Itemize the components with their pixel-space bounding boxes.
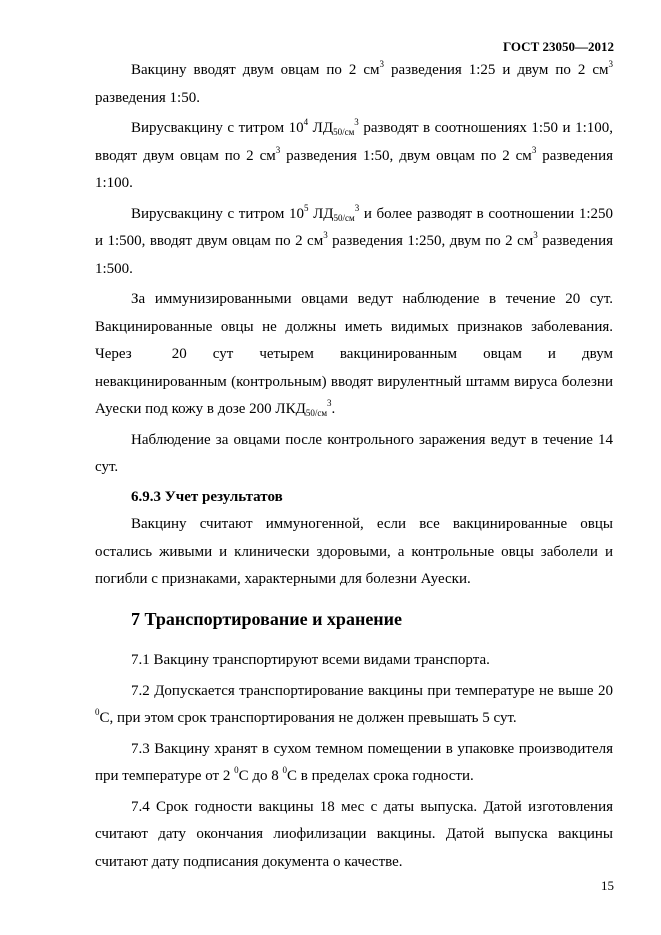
text-run: .	[331, 401, 336, 417]
text-run: За иммунизированными овцами ведут наблюдение в течение 20 сут. Вакцинированные овцы не должны иметь видимых признаков заболевания. Через	[95, 291, 613, 362]
superscript: 3	[323, 230, 328, 240]
text-run: и более разводят в соотношении 1:250 и 1:500, вводят двум овцам по 2 см	[95, 205, 614, 249]
section-heading-transport-storage: 7 Транспортирование и хранение	[131, 608, 403, 629]
page-number: 15	[601, 878, 614, 893]
superscript: 3	[608, 59, 613, 69]
text-run: ЛД	[308, 205, 334, 222]
paragraph-7-4: 7.4 Срок годности вакцины 18 мес с даты выпуска. Датой изготовления считают дату окончания лиофилизации вакцины. Датой выпуска вакцины считают дату подписания документа о качестве.	[95, 798, 613, 870]
text-run: разведения 1:100.	[95, 147, 614, 191]
subscript: 50/см	[333, 212, 355, 223]
superscript: 4	[303, 117, 309, 127]
paragraph-immunogenic-criteria: Вакцину считают иммуногенной, если все вакцинированные овцы остались живыми и клинически здоровыми, а контрольные овцы заболели и погибли с признаками, характерными для болезни Ауески.	[95, 516, 613, 587]
document-code-header: ГОСТ 23050—2012	[502, 39, 614, 54]
subscript: 50/см	[305, 408, 328, 418]
text-run: разведения 1:500.	[95, 233, 613, 277]
paragraph-vaccine-dilution	[95, 57, 613, 112]
superscript: 0	[234, 765, 239, 775]
text-run: Вакцину вводят двум овцам по 2 см	[131, 62, 380, 78]
superscript: 3	[354, 202, 360, 213]
paragraph-7-1: 7.1 Вакцину транспортируют всеми видами транспорта.	[131, 652, 490, 668]
paragraph-observation-period: Наблюдение за овцами после контрольного заражения ведут в течение 14 сут.	[95, 431, 613, 475]
superscript: 3	[379, 59, 385, 69]
superscript: 3	[327, 398, 332, 408]
document-body	[95, 57, 613, 876]
superscript: 3	[275, 144, 281, 155]
text-run: разводят в соотношениях 1:50 и 1:100, вводят двум овцам по 2 см	[95, 120, 614, 164]
text-run: С, при этом срок транспортирования не должен превышать 5 сут.	[99, 710, 517, 726]
paragraph-observation-challenge	[95, 286, 613, 424]
text-run: 7.3 Вакцину хранят в сухом темном помещении в упаковке производителя при температуре от 2	[95, 740, 613, 784]
text-run: 7.2 Допускается транспортирование вакцины при температуре не выше 20	[131, 682, 613, 699]
text-run: Вирусвакцину с титром 10	[131, 120, 304, 136]
paragraph-titer-10-4	[95, 115, 613, 198]
paragraph-7-2	[95, 678, 613, 733]
paragraph-titer-10-5	[95, 201, 613, 284]
text-run: С в пределах срока годности.	[286, 768, 474, 784]
text-run: Вирусвакцину с титром 10	[131, 205, 304, 222]
superscript: 3	[531, 144, 537, 155]
text-run: ЛД	[308, 120, 334, 136]
subscript: 50/см	[333, 127, 355, 137]
text-run: разведения 1:50.	[95, 89, 200, 106]
superscript: 5	[303, 202, 309, 213]
superscript: 0	[95, 707, 100, 717]
text-run: разведения 1:50, двум овцам по 2 см	[280, 147, 532, 164]
superscript: 3	[354, 117, 359, 127]
text-run: С до 8	[238, 768, 283, 784]
subsection-heading-results: 6.9.3 Учет результатов	[131, 488, 283, 505]
paragraph-7-3	[95, 736, 613, 791]
text-run: 20 сут четырем вакцинированным овцам и двум невакцинированным (контрольным) вводят вирулентный штамм вируса болезни Ауески под кожу в дозе 200 ЛКД	[95, 346, 613, 417]
text-run: разведения 1:250, двум по 2 см	[327, 233, 534, 249]
superscript: 0	[282, 765, 287, 775]
text-run: разведения 1:25 и двум по 2 см	[384, 62, 609, 78]
superscript: 3	[533, 230, 538, 240]
